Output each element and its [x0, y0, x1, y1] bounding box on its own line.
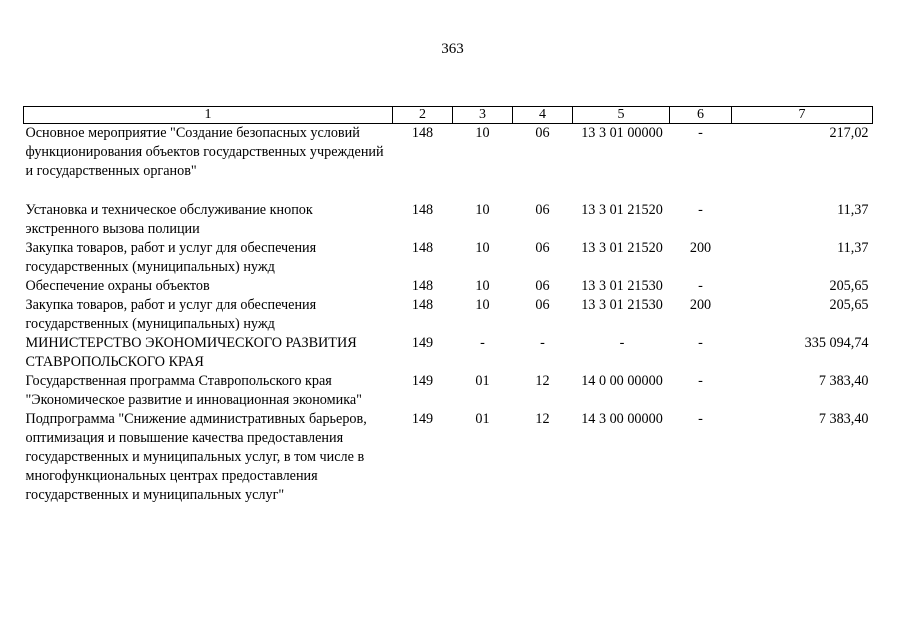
row-code-6: -	[698, 278, 703, 294]
row-code-4: 06	[535, 297, 550, 313]
row-name: Установка и техническое обслуживание кнопок экстренного вызова полиции	[25, 202, 313, 237]
row-code-4: 06	[535, 125, 550, 141]
table-row	[24, 334, 873, 372]
row-code-2: 148	[411, 125, 434, 141]
table-row	[24, 277, 873, 296]
row-code-5: -	[619, 335, 625, 351]
row-code-5: 13 3 01 21520	[581, 202, 663, 218]
row-code-5: 13 3 01 21520	[581, 240, 663, 256]
table-row	[24, 201, 873, 239]
page-number: 363	[441, 41, 464, 57]
row-code-2: 148	[411, 297, 434, 313]
row-name: Основное мероприятие "Создание безопасных условий функционирования объектов государственных учреждений и государственных органов"	[25, 125, 384, 179]
table-body	[24, 124, 873, 506]
row-amount: 11,37	[837, 202, 869, 218]
row-code-5: 13 3 01 21530	[581, 297, 663, 313]
row-code-6: -	[698, 411, 703, 427]
row-code-4: 12	[535, 411, 550, 427]
row-code-6: 200	[689, 297, 712, 313]
table-row	[24, 372, 873, 410]
row-code-3: 10	[475, 240, 490, 256]
row-amount: 7 383,40	[818, 373, 869, 389]
header-cell-1: 1	[24, 107, 393, 124]
header-cell-3: 3	[453, 107, 513, 124]
row-code-4: 12	[535, 373, 550, 389]
table-row	[24, 296, 873, 334]
row-code-2: 148	[411, 202, 434, 218]
table-row	[24, 410, 873, 505]
row-code-3: 01	[475, 373, 490, 389]
row-code-4: 06	[535, 202, 550, 218]
row-spacer	[24, 181, 873, 201]
row-code-3: 10	[475, 278, 490, 294]
header-row	[24, 107, 873, 124]
row-code-4: 06	[535, 278, 550, 294]
row-amount: 205,65	[829, 297, 869, 313]
row-code-2: 149	[411, 373, 434, 389]
header-cell-7: 7	[732, 107, 873, 124]
row-code-6: 200	[689, 240, 712, 256]
row-code-6: -	[698, 202, 703, 218]
budget-table	[23, 106, 873, 505]
row-name: Государственная программа Ставропольского края "Экономическое развитие и инновационная экономика"	[25, 373, 362, 408]
row-code-5: 14 3 00 00000	[581, 411, 663, 427]
row-code-6: -	[698, 373, 703, 389]
row-name: Закупка товаров, работ и услуг для обеспечения государственных (муниципальных) нужд	[25, 297, 317, 332]
row-name: Закупка товаров, работ и услуг для обеспечения государственных (муниципальных) нужд	[25, 240, 317, 275]
row-code-2: 148	[411, 278, 434, 294]
header-cell-2: 2	[393, 107, 453, 124]
budget-table-container	[23, 106, 872, 505]
row-amount: 217,02	[829, 125, 869, 141]
row-name: Подпрограмма "Снижение административных барьеров, оптимизация и повышение качества предоставления государственных и муниципальных услуг, в том числе в многофункциональных центрах предоставления государственных и муниципальных услуг"	[25, 411, 367, 503]
table-row	[24, 124, 873, 182]
row-code-3: 10	[475, 297, 490, 313]
row-code-2: 148	[411, 240, 434, 256]
row-amount: 335 094,74	[804, 335, 869, 351]
row-code-6: -	[698, 335, 703, 351]
table-header	[24, 107, 873, 124]
row-code-6: -	[698, 125, 703, 141]
table-row	[24, 239, 873, 277]
row-name: МИНИСТЕРСТВО ЭКОНОМИЧЕСКОГО РАЗВИТИЯ СТАВРОПОЛЬСКОГО КРАЯ	[25, 335, 357, 370]
header-cell-5: 5	[573, 107, 670, 124]
row-code-2: 149	[411, 335, 434, 351]
row-code-4: -	[540, 335, 545, 351]
row-code-5: 14 0 00 00000	[581, 373, 663, 389]
row-amount: 205,65	[829, 278, 869, 294]
row-code-2: 149	[411, 411, 434, 427]
row-code-3: -	[480, 335, 485, 351]
header-cell-4: 4	[513, 107, 573, 124]
row-code-3: 10	[475, 202, 490, 218]
spacer-cell	[24, 181, 873, 201]
row-amount: 7 383,40	[818, 411, 869, 427]
row-code-3: 01	[475, 411, 490, 427]
row-name: Обеспечение охраны объектов	[25, 278, 210, 294]
row-amount: 11,37	[837, 240, 869, 256]
row-code-3: 10	[475, 125, 490, 141]
row-code-5: 13 3 01 21530	[581, 278, 663, 294]
row-code-4: 06	[535, 240, 550, 256]
row-code-5: 13 3 01 00000	[581, 125, 663, 141]
header-cell-6: 6	[670, 107, 732, 124]
